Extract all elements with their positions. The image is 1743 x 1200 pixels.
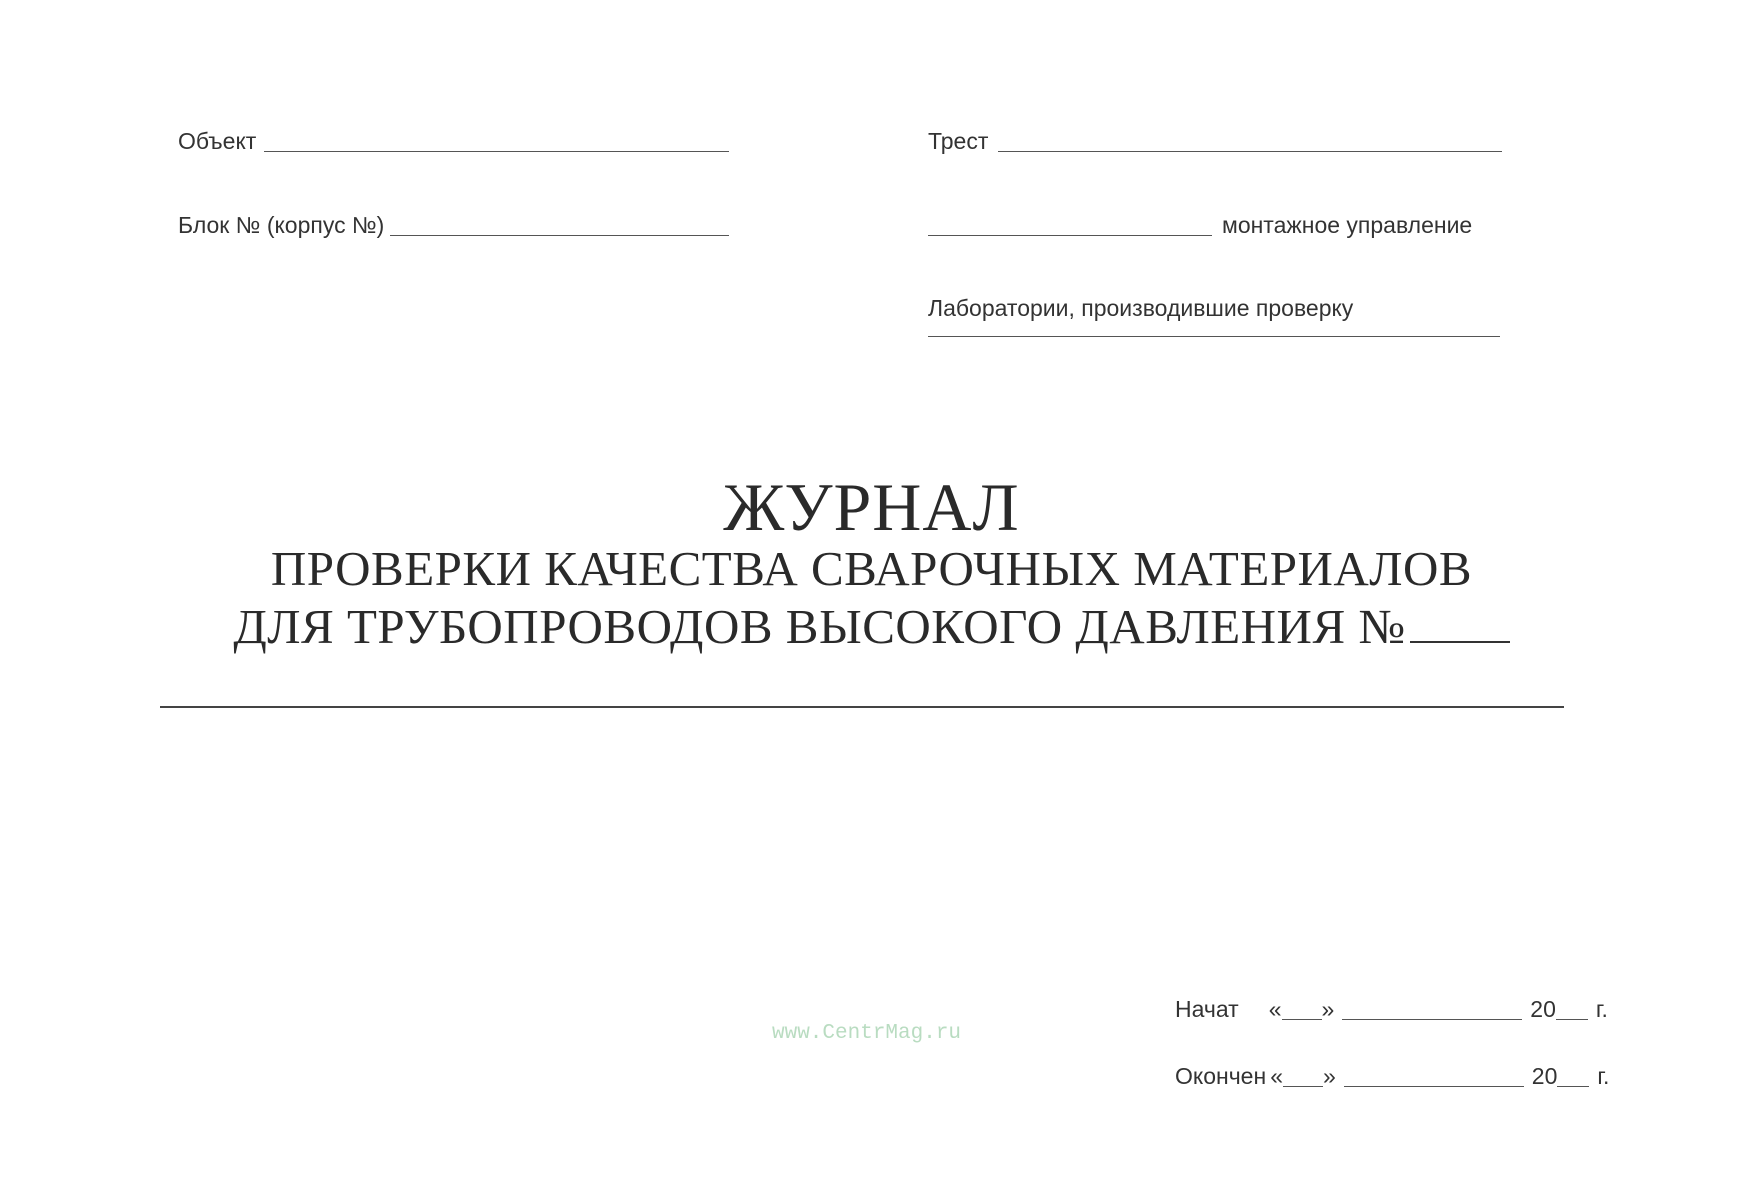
watermark: www.CentrMag.ru <box>772 1022 962 1045</box>
journal-subtitle-line-1: ПРОВЕРКИ КАЧЕСТВА СВАРОЧНЫХ МАТЕРИАЛОВ <box>270 541 1473 596</box>
finished-open-quote: « <box>1270 1063 1283 1089</box>
block-field <box>178 212 729 238</box>
journal-number-blank <box>1410 641 1510 643</box>
trust-label: Трест <box>928 128 989 154</box>
started-date-row <box>1175 996 1608 1022</box>
started-label: Начат <box>1175 996 1239 1022</box>
installation-label: монтажное управление <box>1222 212 1473 238</box>
block-label: Блок № (корпус №) <box>178 212 385 238</box>
started-close-quote: » <box>1321 996 1335 1022</box>
finished-year-suffix: г. <box>1597 1063 1610 1089</box>
started-year-blank <box>1556 1019 1588 1020</box>
trust-blank-line <box>998 151 1502 152</box>
trust-field <box>928 128 1502 154</box>
block-blank-line <box>390 235 729 236</box>
object-label: Объект <box>178 128 257 154</box>
object-blank-line <box>264 151 729 152</box>
started-day-blank <box>1282 1019 1322 1020</box>
finished-date-row <box>1175 1063 1609 1089</box>
finished-year-blank <box>1557 1086 1589 1087</box>
object-field <box>178 128 729 154</box>
installation-field <box>928 212 1502 238</box>
labs-blank-field <box>928 336 1500 339</box>
journal-subtitle-line-2-text: ДЛЯ ТРУБОПРОВОДОВ ВЫСОКОГО ДАВЛЕНИЯ № <box>233 599 1406 654</box>
finished-month-blank <box>1344 1086 1524 1087</box>
started-open-quote: « <box>1268 996 1282 1022</box>
title-underline <box>160 706 1564 708</box>
started-year-suffix: г. <box>1595 996 1608 1022</box>
finished-close-quote: » <box>1322 1063 1336 1089</box>
finished-label: Окончен <box>1175 1063 1267 1089</box>
installation-blank-line <box>928 235 1212 236</box>
finished-day-blank <box>1283 1086 1323 1087</box>
finished-year-prefix: 20 <box>1531 1063 1558 1089</box>
labs-label: Лаборатории, производившие проверку <box>928 295 1354 321</box>
labs-field <box>928 295 1353 321</box>
started-month-blank <box>1342 1019 1522 1020</box>
started-year-prefix: 20 <box>1530 996 1556 1022</box>
labs-blank-line <box>928 336 1500 337</box>
journal-title: ЖУРНАЛ <box>723 469 1020 545</box>
journal-subtitle-line-2 <box>0 598 1743 655</box>
